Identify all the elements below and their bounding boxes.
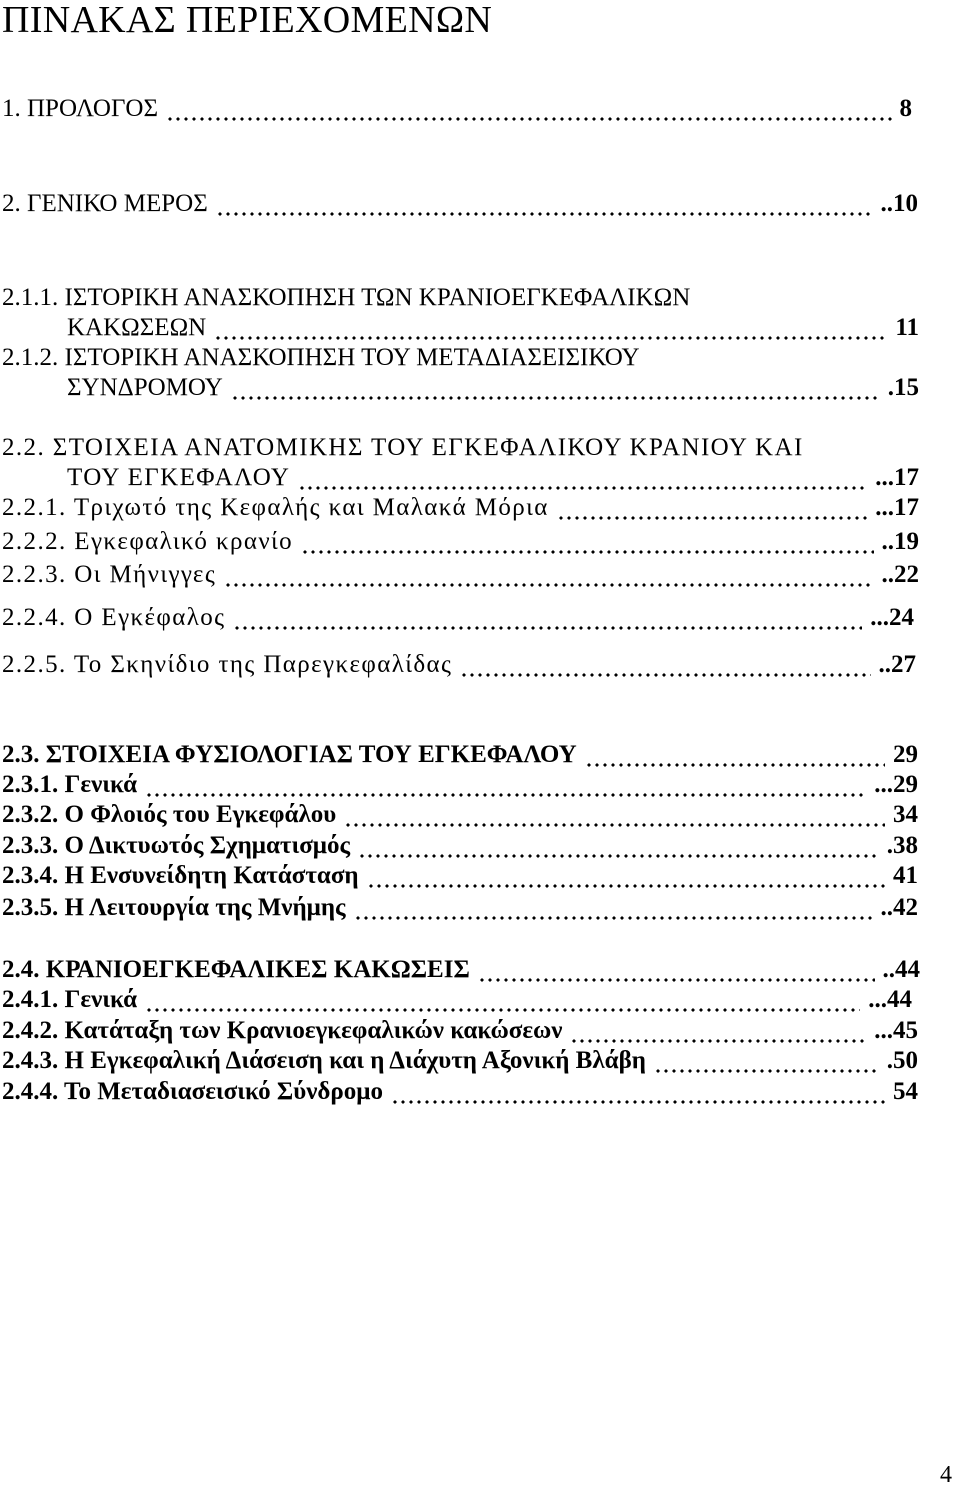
toc-entry-page: ...24 — [870, 604, 914, 631]
toc-entry-text: 2.3.2. Ο Φλοιός του Εγκεφάλου — [2, 801, 337, 828]
toc-entry-text: 2.4.3. Η Εγκεφαλική Διάσειση και η Διάχυτη Αξονική Βλάβη — [2, 1047, 646, 1074]
dot-leader — [570, 1016, 866, 1046]
toc-entry-2-3-3 — [2, 831, 918, 861]
dot-leader — [224, 560, 873, 590]
toc-entry-2-2-4 — [2, 603, 914, 633]
toc-entry-2-3-1 — [2, 770, 918, 800]
dot-leader — [216, 189, 873, 219]
page-title: ΠΙΝΑΚΑΣ ΠΕΡΙΕΧΟΜΕΝΩΝ — [2, 0, 493, 41]
toc-entry-page: 34 — [893, 801, 918, 828]
dot-leader — [391, 1077, 885, 1107]
toc-entry-page: 11 — [895, 314, 919, 341]
dot-leader — [145, 770, 866, 800]
dot-leader — [166, 94, 891, 124]
page-number: 4 — [940, 1462, 952, 1488]
toc-entry-2-4 — [2, 955, 920, 985]
toc-entry-page: ..42 — [880, 894, 918, 921]
toc-entry-prologue — [2, 94, 912, 124]
toc-entry-2-4-3 — [2, 1046, 918, 1076]
dot-leader — [214, 313, 887, 343]
toc-entry-text: 2.4. ΚΡΑΝΙΟΕΓΚΕΦΑΛΙΚΕΣ ΚΑΚΩΣΕΙΣ — [2, 956, 470, 983]
toc-entry-page: 41 — [893, 862, 918, 889]
toc-entry-2-3-2 — [2, 800, 918, 830]
dot-leader — [557, 493, 868, 523]
toc-entry-2-2-5 — [2, 650, 916, 680]
dot-leader — [460, 650, 870, 680]
toc-entry-text: 2.4.1. Γενικά — [2, 986, 138, 1013]
toc-entry-2-1-1-line1: 2.1.1. ΙΣΤΟΡΙΚΗ ΑΝΑΣΚΟΠΗΣΗ ΤΩΝ ΚΡΑΝΙΟΕΓΚΕΦΑΛΙΚΩΝ — [2, 284, 691, 311]
toc-entry-text: 2.2.1. Τριχωτό της Κεφαλής και Μαλακά Μόρια — [2, 494, 549, 521]
dot-leader — [231, 373, 880, 403]
toc-entry-page: 29 — [893, 741, 918, 768]
toc-entry-text: 2.2.3. Οι Μήνιγγες — [2, 561, 217, 588]
dot-leader — [354, 893, 873, 923]
toc-entry-2-4-2 — [2, 1016, 918, 1046]
toc-entry-page: 54 — [893, 1078, 918, 1105]
dot-leader — [145, 985, 860, 1015]
dot-leader — [301, 527, 873, 557]
toc-entry-text: ΤΟΥ ΕΓΚΕΦΑΛΟΥ — [67, 464, 291, 491]
toc-entry-text: ΚΑΚΩΣΕΩΝ — [67, 314, 207, 341]
toc-entry-text: 2.3.4. Η Ενσυνείδητη Κατάσταση — [2, 862, 359, 889]
toc-entry-page: .38 — [886, 832, 918, 859]
toc-entry-text: ΣΥΝΔΡΟΜΟΥ — [67, 374, 223, 401]
toc-entry-2-4-1 — [2, 985, 912, 1015]
dot-leader — [298, 463, 867, 493]
toc-entry-page: ..10 — [880, 190, 918, 217]
toc-entry-page: .15 — [887, 374, 919, 401]
toc-entry-text: 2.2.4. Ο Εγκέφαλος — [2, 604, 226, 631]
dot-leader — [358, 831, 879, 861]
toc-entry-2-4-4 — [2, 1077, 918, 1107]
toc-entry-2-2-line1: 2.2. ΣΤΟΙΧΕΙΑ ΑΝΑΤΟΜΙΚΗΣ ΤΟΥ ΕΓΚΕΦΑΛΙΚΟΥ ΚΡΑΝΙΟΥ ΚΑΙ — [2, 434, 804, 461]
toc-entry-text: 2.3. ΣΤΟΙΧΕΙΑ ΦΥΣΙΟΛΟΓΙΑΣ ΤΟΥ ΕΓΚΕΦΑΛΟΥ — [2, 741, 577, 768]
toc-entry-2-3-4 — [2, 861, 918, 891]
toc-entry-2-2-1 — [2, 493, 919, 523]
toc-entry-page: ...17 — [875, 464, 919, 491]
toc-entry-text: 2. ΓΕΝΙΚΟ ΜΕΡΟΣ — [2, 190, 208, 217]
dot-leader — [344, 800, 885, 830]
toc-entry-page: ...44 — [868, 986, 912, 1013]
toc-entry-page: ..19 — [881, 528, 919, 555]
toc-entry-page: .50 — [886, 1047, 918, 1074]
toc-entry-page: ...17 — [875, 494, 919, 521]
toc-entry-2-2-2 — [2, 527, 919, 557]
toc-entry-2-2 — [67, 463, 919, 493]
toc-entry-text: 2.3.3. Ο Δικτυωτός Σχηματισμός — [2, 832, 351, 859]
dot-leader — [478, 955, 875, 985]
toc-entry-text: 2.3.5. Η Λειτουργία της Μνήμης — [2, 894, 346, 921]
toc-entry-text: 2.4.4. Το Μεταδιασεισικό Σύνδρομο — [2, 1078, 383, 1105]
toc-entry-2-3-5 — [2, 893, 918, 923]
toc-entry-2-1-2-line1: 2.1.2. ΙΣΤΟΡΙΚΗ ΑΝΑΣΚΟΠΗΣΗ ΤΟΥ ΜΕΤΑΔΙΑΣΕΙΣΙΚΟΥ — [2, 344, 640, 371]
toc-entry-text: 2.2.5. Το Σκηνίδιο της Παρεγκεφαλίδας — [2, 651, 453, 678]
toc-entry-page: ..22 — [881, 561, 919, 588]
toc-entry-text: 2.4.2. Κατάταξη των Κρανιοεγκεφαλικών κακώσεων — [2, 1017, 563, 1044]
dot-leader — [585, 740, 885, 770]
toc-entry-2-2-3 — [2, 560, 919, 590]
dot-leader — [654, 1046, 879, 1076]
toc-entry-page: 8 — [899, 95, 912, 122]
toc-entry-text: 2.3.1. Γενικά — [2, 771, 138, 798]
toc-entry-general-part — [2, 189, 918, 219]
toc-entry-2-1-2 — [67, 373, 919, 403]
toc-entry-text: 1. ΠΡΟΛΟΓΟΣ — [2, 95, 159, 122]
toc-entry-page: ...45 — [874, 1017, 918, 1044]
dot-leader — [367, 861, 885, 891]
toc-entry-page: ..27 — [878, 651, 916, 678]
toc-entry-page: ..44 — [882, 956, 920, 983]
toc-entry-2-1-1 — [67, 313, 919, 343]
toc-entry-2-3 — [2, 740, 918, 770]
dot-leader — [233, 603, 862, 633]
toc-entry-text: 2.2.2. Εγκεφαλικό κρανίο — [2, 528, 294, 555]
toc-entry-page: ...29 — [874, 771, 918, 798]
